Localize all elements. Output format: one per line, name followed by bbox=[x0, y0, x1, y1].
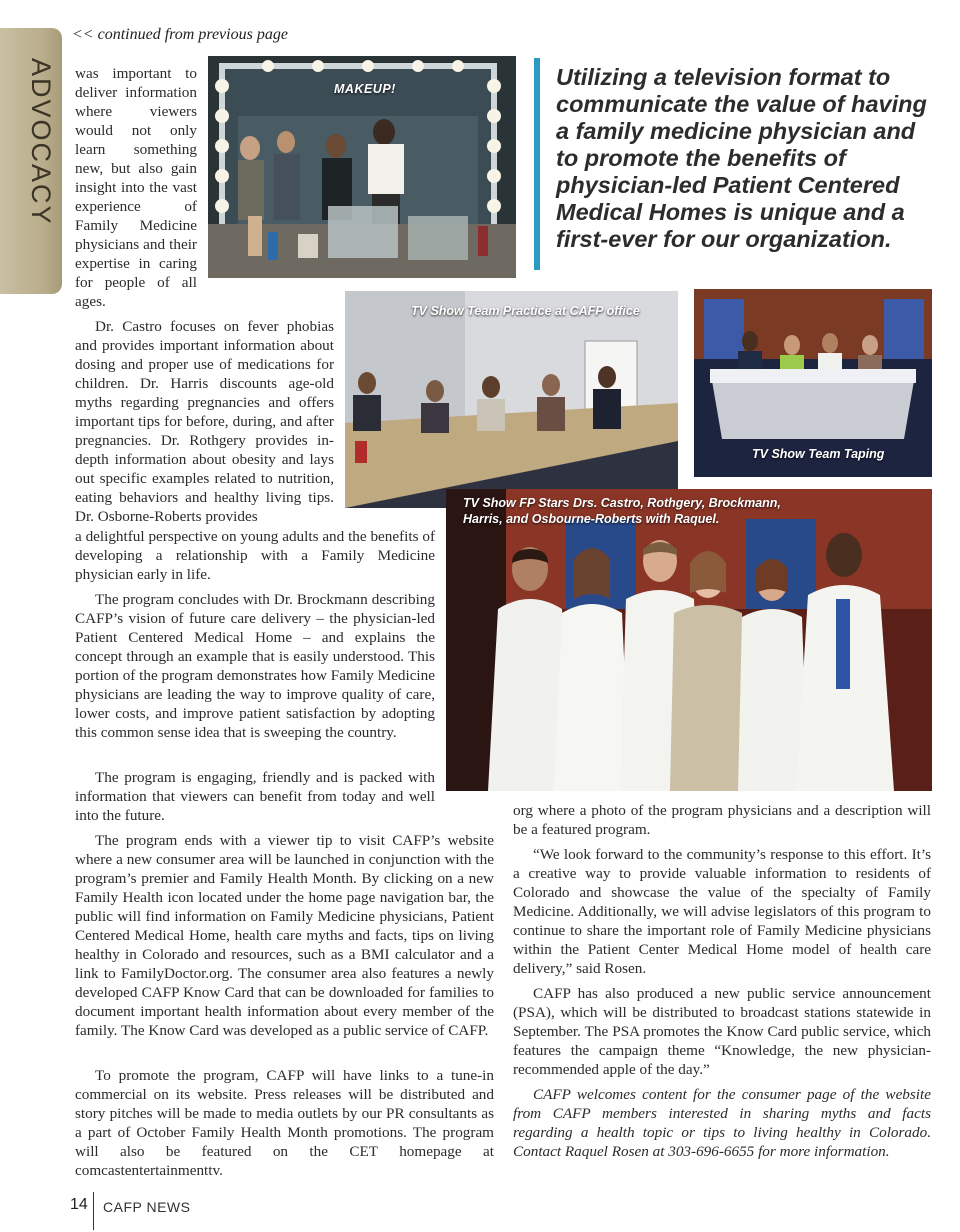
fp-stars-photo bbox=[446, 489, 932, 791]
publication-name: CAFP NEWS bbox=[103, 1199, 191, 1215]
section-tab bbox=[0, 28, 62, 294]
fp-stars-illustration bbox=[446, 489, 932, 791]
fp-stars-caption: TV Show FP Stars Drs. Castro, Rothgery, Brockmann, Harris, and Osbourne-Roberts with Raquel. bbox=[463, 496, 781, 526]
article-paragraph-7: org where a photo of the program physicians and a description will be a featured program. bbox=[513, 802, 931, 838]
article-paragraph-2a: Dr. Castro focuses on fever phobias and provides important information about dosing and proper use of medications for children. Dr. Harris discounts age-old myths regarding pregnancies and offers important tips for before, during, and after pregnancies. Dr. Rothgery provides in-depth information about obesity and lays out specific examples related to nutrition, eating behaviors and healthy living tips. Dr. Osborne-Roberts provides bbox=[75, 318, 334, 525]
article-paragraph-9: CAFP has also produced a new public service announcement (PSA), which will be distributed to broadcast stations statewide in September. The PSA promotes the Know Card public service, which features the campaign theme “Knowledge, the new physician-recommended apple of the day.” bbox=[513, 985, 931, 1078]
team-taping-photo bbox=[694, 289, 932, 477]
section-tab-label: ADVOCACY bbox=[26, 58, 56, 226]
article-paragraph-6: To promote the program, CAFP will have links to a tune-in commercial on its website. Press releases will be distributed and story pitches will be made to media outlets by our PR consultants as a part of October Family Health Month promotions. The program will also be featured on the CET homepage at comcastentertainmenttv. bbox=[75, 1067, 494, 1179]
article-paragraph-1: was important to deliver information where viewers would not only learn something new, but also gain insight into the vast experience of Family Medicine physicians and their expertise in caring for people of all ages. bbox=[75, 65, 197, 310]
footer-divider bbox=[93, 1192, 94, 1230]
article-paragraph-10: CAFP welcomes content for the consumer page of the website from CAFP members interested in sharing myths and facts regarding a health topic or tips to living healthy in Colorado. Contact Raquel Rosen at 303-696-6655 for more information. bbox=[513, 1086, 931, 1160]
continued-label: << continued from previous page bbox=[72, 26, 288, 43]
article-paragraph-3: The program concludes with Dr. Brockmann describing CAFP’s vision of future care delivery – the physician-led Patient Centered Medical Home – and explains the concept through an example that is easily understood. This portion of the program demonstrates how Family Medicine physicians are leading the way to improve quality of care, lower costs, and improve patient satisfaction by adopting this common sense idea that is sweeping the country. bbox=[75, 591, 435, 741]
makeup-caption: MAKEUP! bbox=[334, 82, 396, 96]
article-paragraph-2b: a delightful perspective on young adults and the benefits of developing a relationship with a Family Medicine physician early in life. bbox=[75, 528, 435, 583]
pull-quote: Utilizing a television format to communicate the value of having a family medicine physician and to promote the benefits of physician-led Patient Centered Medical Homes is unique and a first-ever for our organization. bbox=[556, 64, 927, 252]
pull-quote-bar bbox=[534, 58, 540, 270]
page-number: 14 bbox=[70, 1196, 88, 1213]
makeup-photo bbox=[208, 56, 516, 278]
article-paragraph-5: The program ends with a viewer tip to visit CAFP’s website where a new consumer area will be launched in conjunction with the program’s premier and Family Health Month. By clicking on a new Family Health icon located under the home page navigation bar, the public will find information on Family Medicine physicians, Patient Centered Medical Home, health care myths and facts, tips on living healthy in Colorado and resources, such as a BMI calculator and a link to FamilyDoctor.org. The consumer area also features a newly developed CAFP Know Card that can be downloaded for families to document important health information about every member of the family. The Know Card was developed as a public service of CAFP. bbox=[75, 832, 494, 1039]
team-practice-photo bbox=[345, 291, 678, 508]
team-taping-caption: TV Show Team Taping bbox=[752, 447, 885, 461]
article-paragraph-4: The program is engaging, friendly and is packed with information that viewers can benefit from today and well into the future. bbox=[75, 769, 435, 824]
article-paragraph-8: “We look forward to the community’s response to this effort. It’s a creative way to provide valuable information to residents of Colorado and showcase the value of the specialty of Family Medicine. Additionally, we will advise legislators of this program to continue to share the important role of Family Medicine physicians within the Patient Center Medical Home model of health care delivery,” said Rosen. bbox=[513, 846, 931, 977]
team-practice-illustration bbox=[345, 291, 678, 508]
team-practice-caption: TV Show Team Practice at CAFP office bbox=[411, 304, 640, 318]
